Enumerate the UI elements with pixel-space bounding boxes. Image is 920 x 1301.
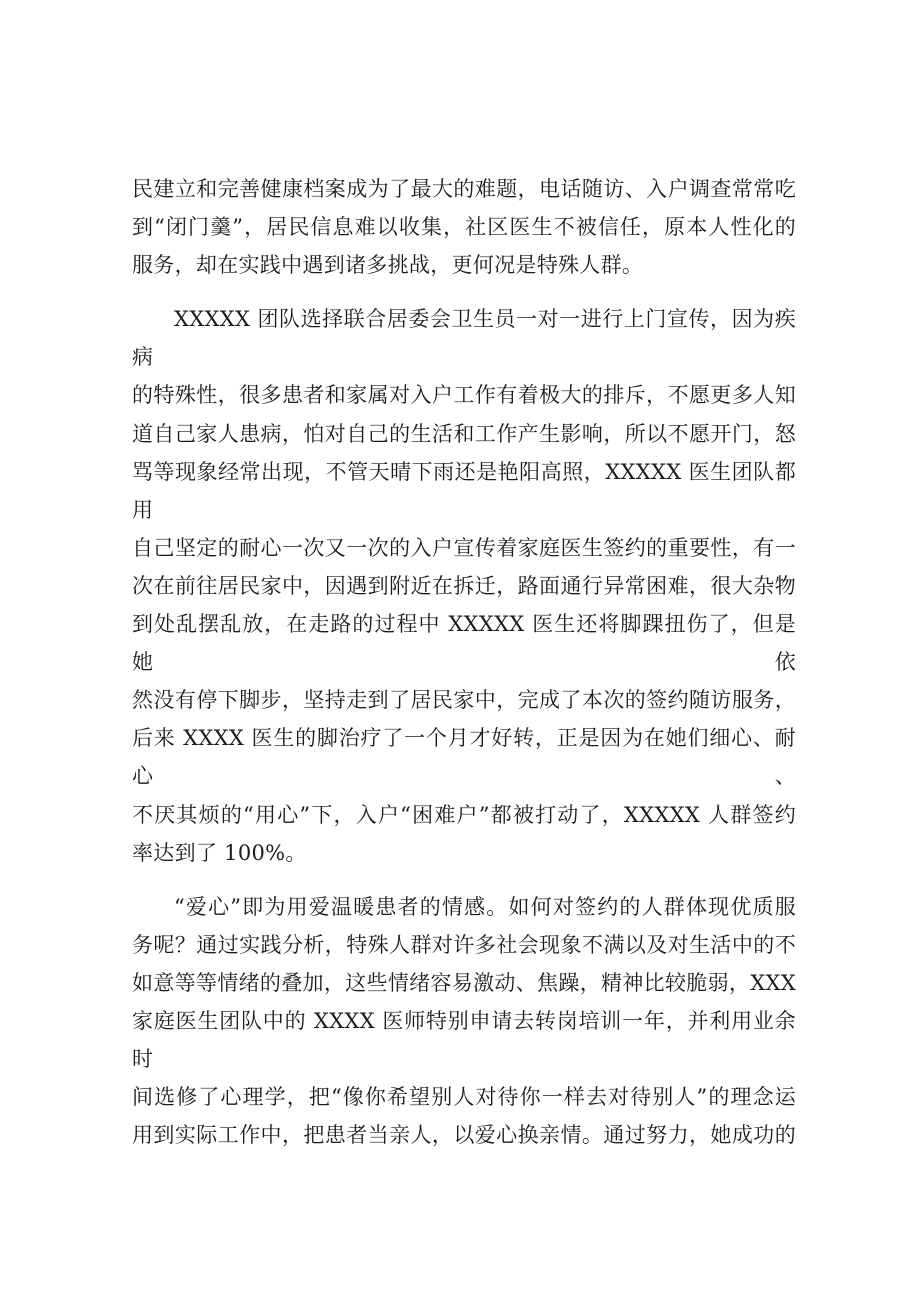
paragraph-line: 的特殊性，很多患者和家属对入户工作有着极大的排斥，不愿更多人知 [132,383,796,408]
paragraph-gap [132,872,796,888]
paragraph-line: 用到实际工作中，把患者当亲人，以爱心换亲情。通过努力，她成功的 [132,1123,796,1148]
paragraph-line: 后来 XXXX 医生的脚治疗了一个月才好转，正是因为在她们细心、耐心、 [132,726,796,789]
paragraph-line: XXXXX 团队选择联合居委会卫生员一对一进行上门宣传，因为疾病 [132,307,796,370]
paragraph-line: 家庭医生团队中的 XXXX 医师特别申请去转岗培训一年，并利用业余时 [132,1008,796,1072]
paragraph-line: 间选修了心理学，把“像你希望别人对待你一样去对待别人”的理念运 [132,1085,796,1110]
paragraph-line: 自己坚定的耐心一次又一次的入户宣传着家庭医生签约的重要性，有一 [132,535,796,560]
paragraph-line: 率达到了 100%。 [132,840,307,865]
paragraph-line: 如意等等情绪的叠加，这些情绪容易激动、焦躁，精神比较脆弱，XXX [132,970,796,995]
document-body [132,170,796,1154]
paragraph-line: 到“闭门羹”，居民信息难以收集，社区医生不被信任，原本人性化的 [132,215,796,240]
paragraph-line: 骂等现象经常出现，不管天晴下雨还是艳阳高照，XXXXX 医生团队都用 [132,459,796,522]
paragraph-line: 到处乱摆乱放，在走路的过程中 XXXXX 医生还将脚踝扭伤了，但是她依 [132,612,796,675]
paragraph-line: 服务，却在实践中遇到诸多挑战，更何况是特殊人群。 [132,253,644,278]
paragraph-line: 然没有停下脚步，坚持走到了居民家中，完成了本次的签约随访服务， [132,688,796,713]
paragraph-line: 不厌其烦的“用心”下，入户“困难户”都被打动了，XXXXX 人群签约 [132,802,796,827]
paragraph-line: 务呢？通过实践分析，特殊人群对许多社会现象不满以及对生活中的不 [132,932,796,957]
paragraph-line: 道自己家人患病，怕对自己的生活和工作产生影响，所以不愿开门，怒 [132,421,796,446]
paragraph-line: 民建立和完善健康档案成为了最大的难题，电话随访、入户调查常常吃 [132,177,796,201]
paragraph-gap [132,284,796,300]
paragraph-line: 次在前往居民家中，因遇到附近在拆迁，路面通行异常困难，很大杂物 [132,573,796,598]
paragraph-line: “爱心”即为用爱温暖患者的情感。如何对签约的人群体现优质服 [174,894,796,919]
